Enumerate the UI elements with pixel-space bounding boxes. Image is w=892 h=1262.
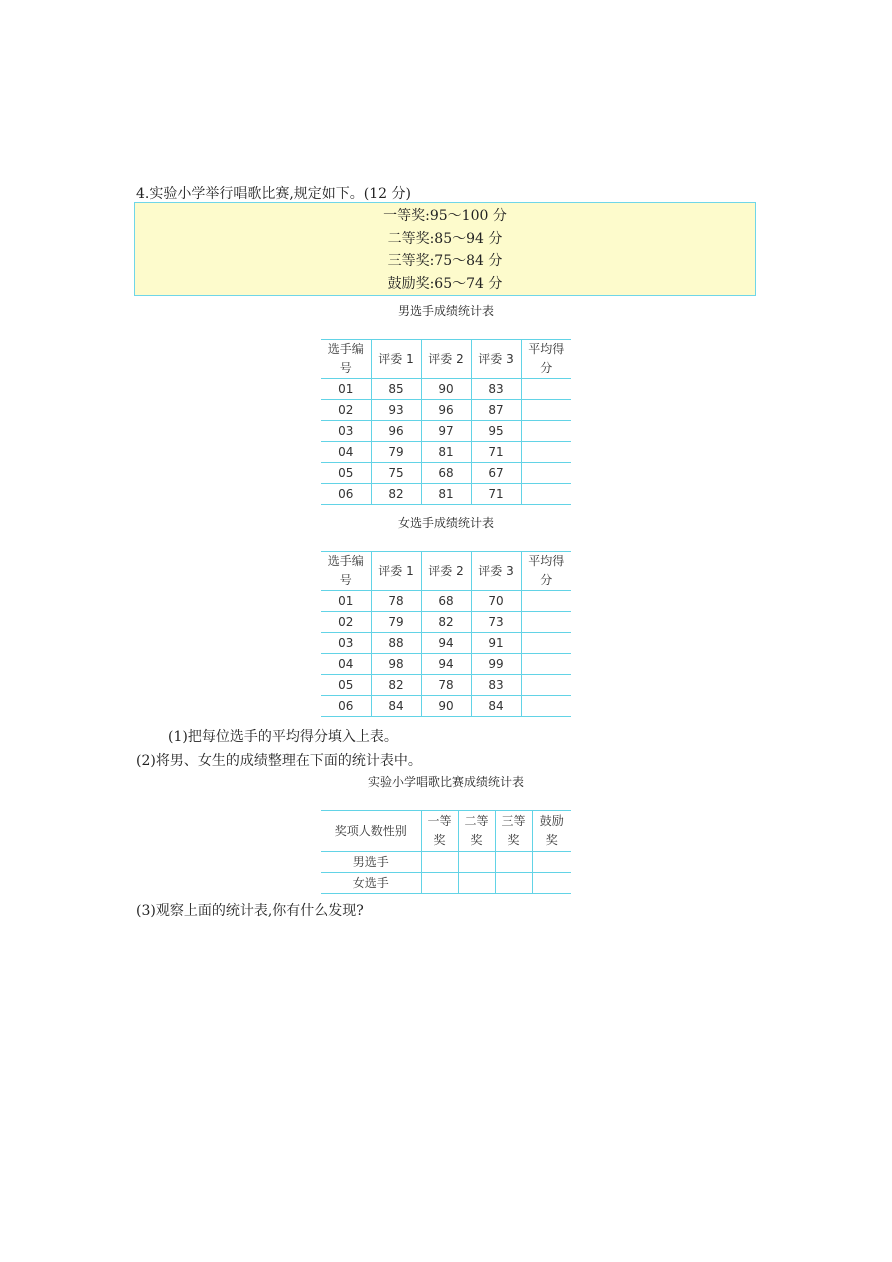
rule-encouragement-prize: 鼓励奖:65～74 分	[387, 275, 503, 292]
table-cell: 06	[321, 696, 371, 717]
table-cell: 05	[321, 463, 371, 484]
answer-cell[interactable]	[421, 873, 458, 894]
rule-first-prize: 一等奖:95～100 分	[383, 208, 507, 225]
table-cell: 96	[371, 421, 421, 442]
table-cell: 94	[421, 654, 471, 675]
male-table-row	[321, 379, 571, 400]
table-cell: 81	[421, 442, 471, 463]
male-table-row	[321, 400, 571, 421]
award-rules-box	[134, 202, 756, 296]
table-cell: 73	[471, 612, 521, 633]
instruction-part-3: (3)观察上面的统计表,你有什么发现?	[136, 903, 364, 919]
table-cell: 83	[471, 675, 521, 696]
header-third-prize: 三等奖	[495, 811, 532, 852]
table-cell: 02	[321, 400, 371, 421]
male-table-row	[321, 442, 571, 463]
answer-cell[interactable]	[521, 675, 571, 696]
answer-cell[interactable]	[521, 696, 571, 717]
table-cell: 男选手	[321, 852, 421, 873]
answer-cell[interactable]	[495, 852, 532, 873]
answer-cell[interactable]	[521, 654, 571, 675]
answer-cell[interactable]	[521, 463, 571, 484]
question-title: 4.实验小学举行唱歌比赛,规定如下。(12 分)	[136, 186, 411, 202]
answer-cell[interactable]	[521, 484, 571, 505]
summary-table-row	[321, 873, 571, 894]
male-table-row	[321, 421, 571, 442]
answer-cell[interactable]	[521, 591, 571, 612]
table-cell: 79	[371, 612, 421, 633]
table-cell: 96	[421, 400, 471, 421]
header-corner-award-count-gender: 奖项人数性别	[321, 811, 421, 852]
table-cell: 91	[471, 633, 521, 654]
table-cell: 70	[471, 591, 521, 612]
rule-third-prize: 三等奖:75～84 分	[387, 253, 503, 270]
answer-cell[interactable]	[458, 873, 495, 894]
table-cell: 99	[471, 654, 521, 675]
answer-cell[interactable]	[521, 421, 571, 442]
header-first-prize: 一等奖	[421, 811, 458, 852]
answer-cell[interactable]	[458, 852, 495, 873]
rule-second-prize: 二等奖:85～94 分	[387, 230, 503, 247]
table-cell: 06	[321, 484, 371, 505]
female-table-row	[321, 654, 571, 675]
header-second-prize: 二等奖	[458, 811, 495, 852]
header-average-score: 平均得分	[521, 340, 571, 379]
header-encouragement-prize: 鼓励奖	[532, 811, 571, 852]
header-judge-3: 评委 3	[471, 552, 521, 591]
table-cell: 女选手	[321, 873, 421, 894]
table-cell: 01	[321, 591, 371, 612]
male-table-row	[321, 463, 571, 484]
answer-cell[interactable]	[521, 379, 571, 400]
table-cell: 78	[421, 675, 471, 696]
table-cell: 97	[421, 421, 471, 442]
table-cell: 93	[371, 400, 421, 421]
table-cell: 81	[421, 484, 471, 505]
answer-cell[interactable]	[495, 873, 532, 894]
table-cell: 04	[321, 442, 371, 463]
header-judge-1: 评委 1	[371, 340, 421, 379]
summary-table	[321, 810, 571, 894]
header-player-number: 选手编号	[321, 340, 371, 379]
table-cell: 90	[421, 696, 471, 717]
table-cell: 84	[371, 696, 421, 717]
table-cell: 84	[471, 696, 521, 717]
table-cell: 87	[471, 400, 521, 421]
table-cell: 95	[471, 421, 521, 442]
female-table-row	[321, 633, 571, 654]
header-player-number: 选手编号	[321, 552, 371, 591]
table-cell: 82	[371, 484, 421, 505]
answer-cell[interactable]	[521, 400, 571, 421]
table-cell: 03	[321, 633, 371, 654]
table-cell: 82	[371, 675, 421, 696]
female-table-row	[321, 612, 571, 633]
header-judge-2: 评委 2	[421, 552, 471, 591]
table-cell: 79	[371, 442, 421, 463]
table-cell: 03	[321, 421, 371, 442]
table-cell: 04	[321, 654, 371, 675]
answer-cell[interactable]	[521, 633, 571, 654]
table-cell: 75	[371, 463, 421, 484]
table-cell: 78	[371, 591, 421, 612]
answer-cell[interactable]	[421, 852, 458, 873]
table-cell: 01	[321, 379, 371, 400]
table-cell: 67	[471, 463, 521, 484]
table-cell: 71	[471, 442, 521, 463]
female-table-row	[321, 591, 571, 612]
male-score-table	[321, 339, 571, 505]
female-table-row	[321, 696, 571, 717]
female-table-row	[321, 675, 571, 696]
table-cell: 02	[321, 612, 371, 633]
summary-table-caption: 实验小学唱歌比赛成绩统计表	[367, 775, 524, 789]
table-cell: 71	[471, 484, 521, 505]
answer-cell[interactable]	[532, 852, 571, 873]
male-table-row	[321, 484, 571, 505]
header-judge-3: 评委 3	[471, 340, 521, 379]
table-cell: 82	[421, 612, 471, 633]
instruction-part-1: (1)把每位选手的平均得分填入上表。	[168, 729, 398, 745]
instruction-part-2: (2)将男、女生的成绩整理在下面的统计表中。	[136, 753, 422, 769]
answer-cell[interactable]	[521, 612, 571, 633]
table-cell: 94	[421, 633, 471, 654]
male-table-caption: 男选手成绩统计表	[397, 304, 494, 318]
table-cell: 85	[371, 379, 421, 400]
table-cell: 98	[371, 654, 421, 675]
table-cell: 68	[421, 463, 471, 484]
answer-cell[interactable]	[532, 873, 571, 894]
summary-table-row	[321, 852, 571, 873]
table-cell: 90	[421, 379, 471, 400]
female-score-table	[321, 551, 571, 717]
table-cell: 88	[371, 633, 421, 654]
table-cell: 05	[321, 675, 371, 696]
header-judge-1: 评委 1	[371, 552, 421, 591]
answer-cell[interactable]	[521, 442, 571, 463]
header-average-score: 平均得分	[521, 552, 571, 591]
table-cell: 83	[471, 379, 521, 400]
header-judge-2: 评委 2	[421, 340, 471, 379]
female-table-caption: 女选手成绩统计表	[397, 516, 494, 530]
table-cell: 68	[421, 591, 471, 612]
